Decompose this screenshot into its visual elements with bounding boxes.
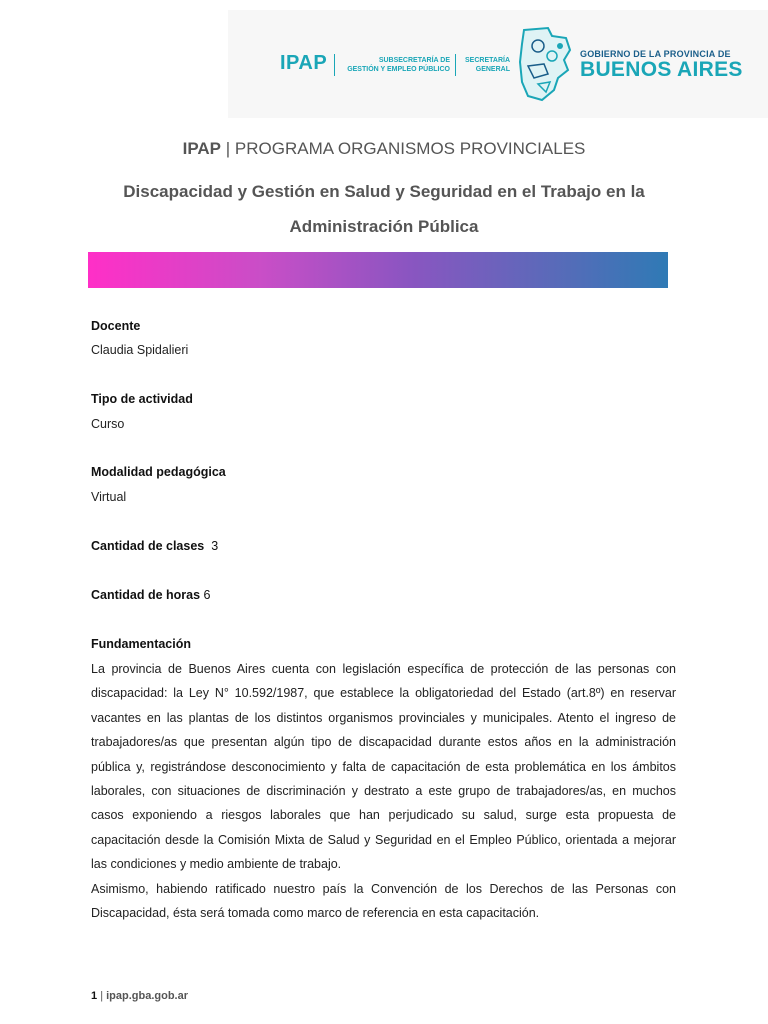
page-number: 1 [91,990,98,1002]
title-separator: | [225,139,231,158]
buenos-aires-label: BUENOS AIRES [580,58,743,81]
secretaria-label [458,56,510,74]
course-title: Discapacidad y Gestión en Salud y Seguridad en el Trabajo en la Administración Pública [123,182,645,236]
secretaria-line2: GENERAL [475,66,510,73]
fundamentacion-paragraph-1: La provincia de Buenos Aires cuenta con legislación específica de protección de las personas con discapacidad: la Ley N° 10.592/1987, que establece la obligatoriedad del Estado (art.8º) en reservar vacantes en las plantas de los distintos organismos provinciales y municipales. Atento el ingreso de trabajadores/as que presentan algún tipo de discapacidad durante estos años en la administración pública y, registrándose desconocimiento y falta de capacitación de esta problemática en los ámbitos laborales, con situaciones de discriminación y destrato a este grupo de trabajadores/as, en muchos casos exponiendo a riesgos laborales que han perjudicado su salud, surge esta propuesta de capacitación desde la Comisión Mixta de Salud y Seguridad en el Empleo Público, orientada a mejorar las condiciones y medio ambiente de trabajo. [91,662,676,872]
docente-value: Claudia Spidalieri [91,343,189,357]
subsecretaria-line1: SUBSECRETARÍA DE [378,57,450,64]
clases-value: 3 [211,539,219,553]
subsecretaria-label [340,56,450,74]
clases-label: Cantidad de clases [91,539,205,553]
horas-row [91,588,210,602]
ipap-logo: IPAP [280,52,328,74]
docente-label: Docente [91,319,141,333]
logo-divider [455,54,456,76]
title-prefix: IPAP [182,139,222,158]
website-link[interactable]: ipap.gba.gob.ar [106,990,189,1002]
logo-divider [334,54,335,76]
footer-separator: | [100,990,104,1002]
province-map-icon [518,26,574,102]
gobierno-label: GOBIERNO DE LA PROVINCIA DE [580,49,731,59]
tipo-label: Tipo de actividad [91,392,193,406]
secretaria-line1: SECRETARÍA [465,57,510,64]
horas-label: Cantidad de horas [91,588,201,602]
page-footer [91,990,188,1002]
modalidad-label: Modalidad pedagógica [91,465,226,479]
horas-value: 6 [203,588,211,602]
modalidad-value: Virtual [91,490,127,504]
clases-row [91,539,218,553]
program-title [0,139,768,159]
fundamentacion-label: Fundamentación [91,637,192,651]
subsecretaria-line2: GESTIÓN Y EMPLEO PÚBLICO [347,66,450,73]
tipo-value: Curso [91,417,125,431]
title-program: PROGRAMA ORGANISMOS PROVINCIALES [234,139,586,158]
decorative-gradient-bar [88,252,668,288]
fundamentacion-paragraph-2: Asimismo, habiendo ratificado nuestro país la Convención de los Derechos de las Personas con Discapacidad, ésta será tomada como marco de referencia en esta capacitación. [91,882,676,921]
